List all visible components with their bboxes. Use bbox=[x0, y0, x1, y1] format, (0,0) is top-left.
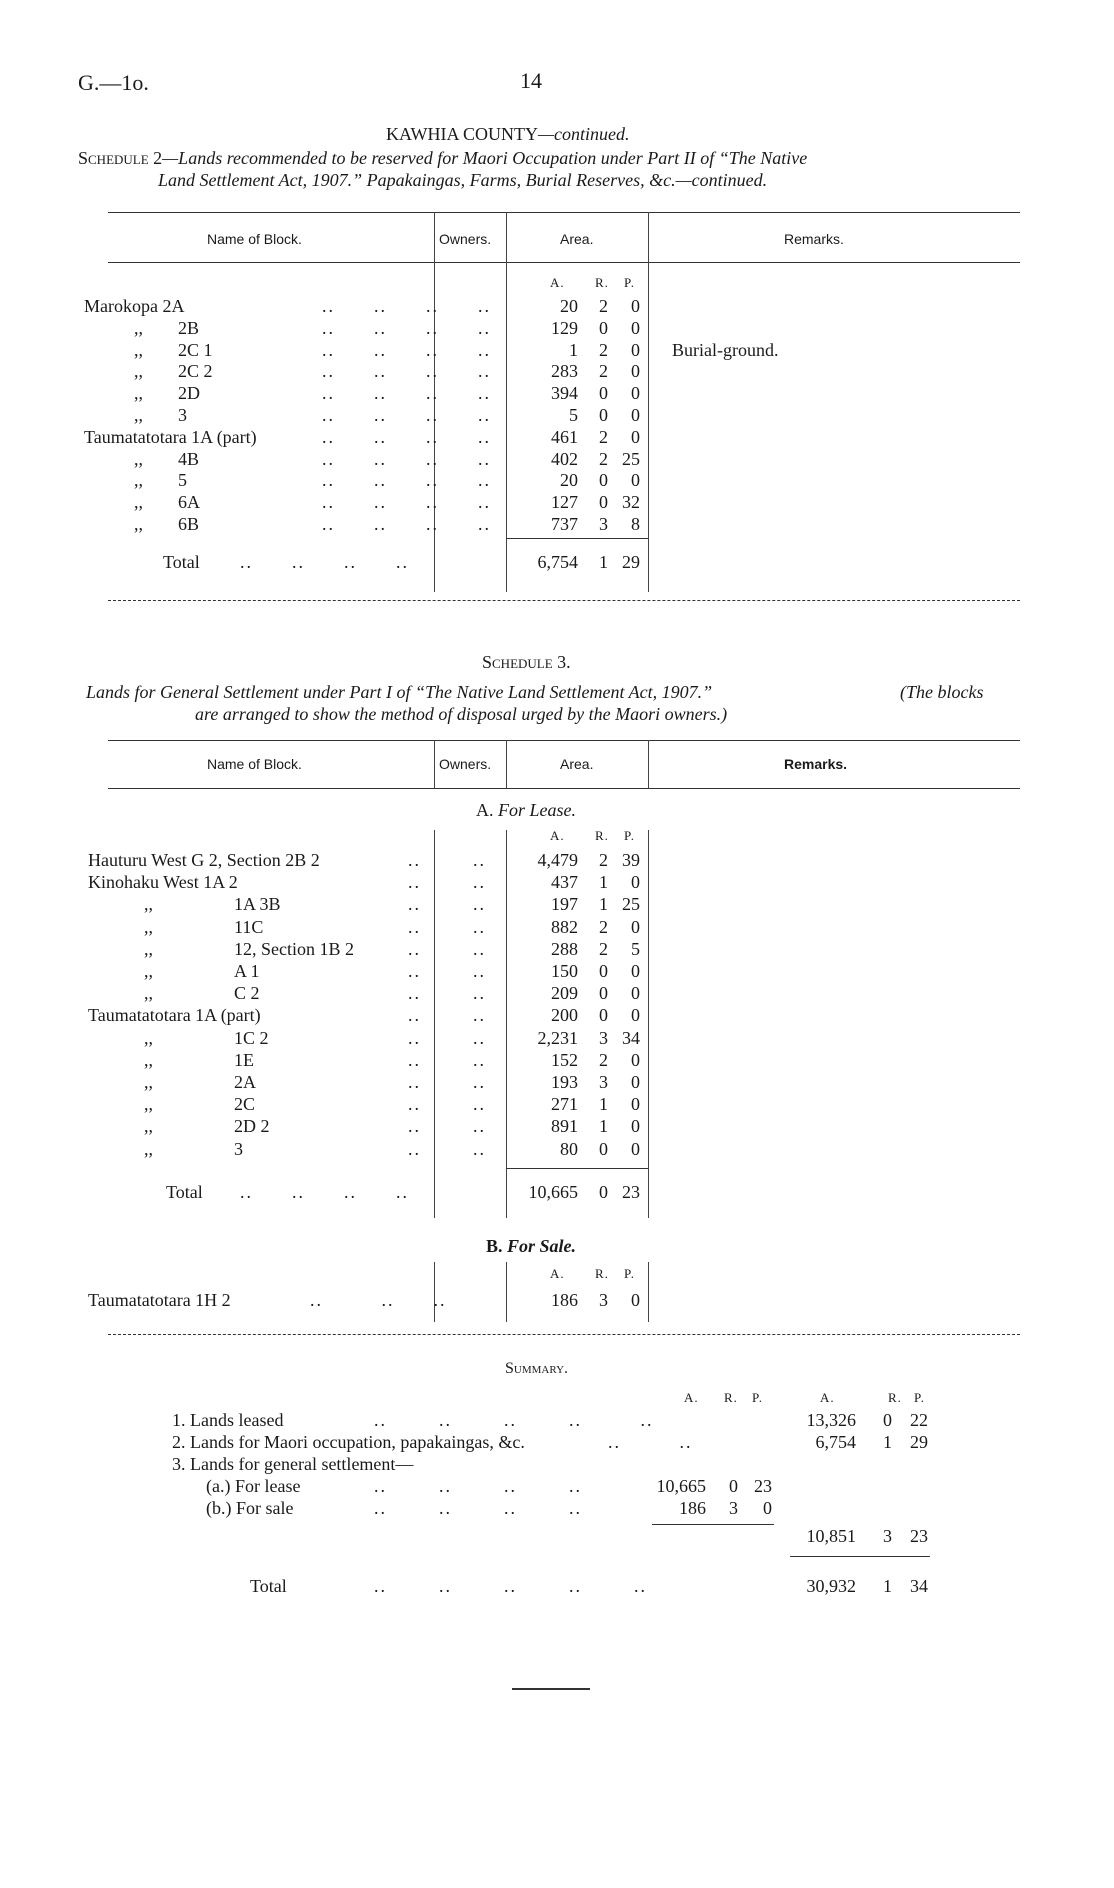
county-title: KAWHIA COUNTY—continued. bbox=[386, 124, 630, 144]
s2-row-name: 3 bbox=[178, 405, 187, 425]
s3-row-name: 11C bbox=[234, 916, 264, 937]
s2-row-name: 6A bbox=[178, 492, 200, 513]
s3-header-name: Name of Block. bbox=[207, 756, 302, 772]
s2-row-leader: .. .. .. .. bbox=[322, 514, 491, 534]
s2-row-perches: 8 bbox=[631, 514, 640, 534]
s2-row-ditto: ,, bbox=[134, 405, 143, 425]
summary-item3a-label: (a.) For lease bbox=[206, 1476, 301, 1496]
s2-row-perches: 0 bbox=[631, 296, 640, 316]
s3-row-name: 3 bbox=[234, 1138, 243, 1159]
summary-unit-a-1: A. bbox=[684, 1390, 699, 1405]
s3-row-name: 2A bbox=[234, 1072, 256, 1092]
s2-row-perches: 0 bbox=[631, 339, 640, 360]
summary-item2-leader: .. .. bbox=[608, 1432, 693, 1452]
s2-row-perches: 0 bbox=[631, 405, 640, 425]
s2-row-ditto: ,, bbox=[134, 514, 143, 534]
s2-row-perches: 0 bbox=[631, 426, 640, 447]
s2-row-name: Marokopa 2A bbox=[84, 296, 185, 316]
s2-row-acres: 402 bbox=[551, 448, 578, 469]
s3-row-name: 1C 2 bbox=[234, 1027, 269, 1048]
s2-row-name: 5 bbox=[178, 470, 187, 491]
summary-item1-roods: 0 bbox=[883, 1410, 892, 1430]
s3-row-ditto: ,, bbox=[144, 1094, 153, 1115]
s3-row-perches: 0 bbox=[631, 872, 640, 893]
summary-unit-p-2: P. bbox=[914, 1390, 926, 1405]
s3-section-b-heading: B. For Sale. bbox=[486, 1236, 577, 1256]
s3-row-ditto: ,, bbox=[144, 894, 153, 915]
s3-row-roods: 2 bbox=[599, 916, 608, 937]
s3-unit-p: P. bbox=[624, 828, 636, 843]
s3-sale-row-name: Taumatatotara 1H 2 bbox=[88, 1290, 231, 1310]
summary-item2-roods: 1 bbox=[883, 1432, 892, 1452]
s3-row-perches: 0 bbox=[631, 1116, 640, 1137]
s2-row-roods: 0 bbox=[599, 470, 608, 491]
schedule2-caption-line1: Schedule 2—Lands recommended to be reserved for Maori Occupation under Part II of “The Native bbox=[78, 148, 808, 168]
s3-row-leader: .. .. bbox=[408, 938, 486, 959]
s3-row-acres: 209 bbox=[551, 983, 578, 1004]
summary-item1-acres: 13,326 bbox=[806, 1410, 856, 1430]
summary-item3-total-perches: 23 bbox=[910, 1526, 928, 1546]
s3-row-leader: .. .. bbox=[408, 916, 486, 937]
s3-row-leader: .. .. bbox=[408, 872, 486, 893]
s3-row-ditto: ,, bbox=[144, 1072, 153, 1092]
s3-row-name: 2C bbox=[234, 1094, 256, 1115]
s2-row-acres: 127 bbox=[551, 492, 578, 513]
s3-row-leader: .. .. bbox=[408, 1116, 486, 1137]
s2-row-ditto: ,, bbox=[134, 383, 143, 404]
s3-row-name: 1A 3B bbox=[234, 894, 281, 915]
summary-item3a-leader: .. .. .. .. bbox=[374, 1476, 582, 1496]
s3-total-perches: 23 bbox=[622, 1182, 640, 1202]
s3-unit-a: A. bbox=[550, 828, 565, 843]
s3-row-ditto: ,, bbox=[144, 938, 153, 959]
s3-row-roods: 0 bbox=[599, 983, 608, 1004]
s3-row-perches: 39 bbox=[622, 850, 640, 870]
summary-total-label: Total bbox=[250, 1576, 287, 1596]
s2-row-perches: 25 bbox=[622, 448, 640, 469]
s3-row-leader: .. .. bbox=[408, 850, 486, 870]
summary-item3b-acres: 186 bbox=[679, 1498, 706, 1518]
s2-row-ditto: ,, bbox=[134, 492, 143, 513]
s2-row-roods: 0 bbox=[599, 317, 608, 338]
schedule3-caption-line1: Lands for General Settlement under Part I of “The Native Land Settlement Act, 1907.” bbox=[86, 682, 713, 702]
s3-row-leader: .. .. bbox=[408, 1138, 486, 1159]
s3-row-perches: 0 bbox=[631, 1049, 640, 1070]
s2-row-perches: 0 bbox=[631, 361, 640, 382]
s2-row-acres: 1 bbox=[569, 339, 578, 360]
summary-item3a-roods: 0 bbox=[729, 1476, 738, 1496]
s3-row-name: Kinohaku West 1A 2 bbox=[88, 872, 238, 893]
s2-row-acres: 283 bbox=[551, 361, 578, 382]
summary-unit-p-1: P. bbox=[752, 1390, 764, 1405]
s3-row-perches: 25 bbox=[622, 894, 640, 915]
s3-row-perches: 34 bbox=[622, 1027, 640, 1048]
s3-sale-row-perches: 0 bbox=[631, 1290, 640, 1310]
s2-total-label: Total bbox=[163, 552, 200, 572]
summary-total-roods: 1 bbox=[883, 1576, 892, 1596]
s2-row-roods: 0 bbox=[599, 492, 608, 513]
s3-row-name: 2D 2 bbox=[234, 1116, 270, 1137]
s2-row-name: 6B bbox=[178, 514, 200, 534]
s3-row-acres: 891 bbox=[551, 1116, 578, 1137]
summary-item3b-leader: .. .. .. .. bbox=[374, 1498, 582, 1518]
s2-unit-r: R. bbox=[595, 275, 609, 290]
s2-row-roods: 3 bbox=[599, 514, 608, 534]
s3-row-perches: 5 bbox=[631, 938, 640, 959]
s2-row-leader: .. .. .. .. bbox=[322, 361, 491, 382]
s2-header-owners: Owners. bbox=[439, 231, 492, 247]
schedule3-title: Schedule 3. bbox=[482, 652, 571, 672]
s3-row-acres: 437 bbox=[551, 872, 578, 893]
s3b-unit-r: R. bbox=[595, 1266, 609, 1281]
s2-header-remarks: Remarks. bbox=[784, 231, 844, 247]
s3-header-remarks: Remarks. bbox=[784, 756, 848, 772]
s2-row-perches: 0 bbox=[631, 383, 640, 404]
s2-header-name: Name of Block. bbox=[207, 231, 302, 247]
s3-total-label: Total bbox=[166, 1182, 203, 1202]
s2-row-roods: 0 bbox=[599, 383, 608, 404]
summary-item1-label: 1. Lands leased bbox=[172, 1410, 284, 1430]
schedule3-caption-line1b: (The blocks bbox=[900, 682, 984, 702]
summary-unit-a-2: A. bbox=[820, 1390, 835, 1405]
summary-item3-total-acres: 10,851 bbox=[806, 1526, 856, 1546]
s3-row-acres: 2,231 bbox=[537, 1027, 578, 1048]
s3b-unit-p: P. bbox=[624, 1266, 636, 1281]
s3-row-roods: 2 bbox=[599, 1049, 608, 1070]
closing-rule bbox=[512, 1688, 590, 1690]
s3-row-roods: 1 bbox=[599, 894, 608, 915]
s3-row-name: 12, Section 1B 2 bbox=[234, 938, 354, 959]
s2-total-acres: 6,754 bbox=[537, 552, 578, 572]
s2-row-name: Taumatatotara 1A (part) bbox=[84, 426, 257, 447]
s3-header-owners: Owners. bbox=[439, 756, 492, 772]
summary-unit-r-2: R. bbox=[888, 1390, 902, 1405]
s3-row-acres: 80 bbox=[560, 1138, 578, 1159]
s2-row-ditto: ,, bbox=[134, 317, 143, 338]
s3-row-acres: 882 bbox=[551, 916, 578, 937]
s3-row-perches: 0 bbox=[631, 1094, 640, 1115]
s2-row-ditto: ,, bbox=[134, 470, 143, 491]
s2-row-ditto: ,, bbox=[134, 361, 143, 382]
s3-row-name: Taumatatotara 1A (part) bbox=[88, 1005, 261, 1026]
summary-item1-leader: .. .. .. .. .. bbox=[374, 1410, 654, 1430]
s3-row-ditto: ,, bbox=[144, 1138, 153, 1159]
s2-row-roods: 2 bbox=[599, 426, 608, 447]
s2-row-roods: 2 bbox=[599, 339, 608, 360]
s2-row-name: 2C 1 bbox=[178, 339, 213, 360]
s2-unit-a: A. bbox=[550, 275, 565, 290]
s3-row-roods: 1 bbox=[599, 1094, 608, 1115]
summary-unit-r-1: R. bbox=[724, 1390, 738, 1405]
s3-row-leader: .. .. bbox=[408, 1005, 486, 1026]
s3-row-leader: .. .. bbox=[408, 1094, 486, 1115]
s2-row-leader: .. .. .. .. bbox=[322, 492, 491, 513]
s3-row-ditto: ,, bbox=[144, 961, 153, 981]
s3-row-roods: 3 bbox=[599, 1072, 608, 1092]
s3-row-perches: 0 bbox=[631, 1138, 640, 1159]
s2-total-roods: 1 bbox=[599, 552, 608, 572]
s2-row-perches: 32 bbox=[622, 492, 640, 513]
s2-row-name: 2C 2 bbox=[178, 361, 213, 382]
s3-section-a-heading: A. For Lease. bbox=[476, 800, 576, 820]
s2-row-acres: 129 bbox=[551, 317, 578, 338]
summary-item2-acres: 6,754 bbox=[815, 1432, 856, 1452]
s3-sale-row-roods: 3 bbox=[599, 1290, 608, 1310]
summary-item1-perches: 22 bbox=[910, 1410, 928, 1430]
s3-row-roods: 1 bbox=[599, 1116, 608, 1137]
s3-row-perches: 0 bbox=[631, 961, 640, 981]
summary-item3b-roods: 3 bbox=[729, 1498, 738, 1518]
s2-row-leader: .. .. .. .. bbox=[322, 470, 491, 491]
s3-row-acres: 271 bbox=[551, 1094, 578, 1115]
s3-row-roods: 0 bbox=[599, 961, 608, 981]
s2-row-name: 2D bbox=[178, 383, 200, 404]
s3-header-area: Area. bbox=[560, 756, 594, 772]
summary-item2-label: 2. Lands for Maori occupation, papakaingas, &c. bbox=[172, 1432, 525, 1452]
s3-total-roods: 0 bbox=[599, 1182, 608, 1202]
s3-total-acres: 10,665 bbox=[528, 1182, 578, 1202]
s2-row-acres: 394 bbox=[551, 383, 578, 404]
summary-total-perches: 34 bbox=[910, 1576, 928, 1596]
s3-row-roods: 2 bbox=[599, 938, 608, 959]
summary-item3-total-roods: 3 bbox=[883, 1526, 892, 1546]
s2-unit-p: P. bbox=[624, 275, 636, 290]
s3-sale-row-acres: 186 bbox=[551, 1290, 578, 1310]
s3-row-roods: 0 bbox=[599, 1005, 608, 1026]
s3-row-acres: 152 bbox=[551, 1049, 578, 1070]
page-reference: G.—1o. bbox=[78, 70, 149, 95]
s2-row-leader: .. .. .. .. bbox=[322, 317, 491, 338]
s3-row-leader: .. .. bbox=[408, 894, 486, 915]
s3-row-roods: 0 bbox=[599, 1138, 608, 1159]
s2-row-ditto: ,, bbox=[134, 448, 143, 469]
s2-row-roods: 2 bbox=[599, 296, 608, 316]
s2-row-leader: .. .. .. .. bbox=[322, 448, 491, 469]
s2-row-remark: Burial-ground. bbox=[672, 339, 779, 360]
s3-row-ditto: ,, bbox=[144, 916, 153, 937]
s2-row-leader: .. .. .. .. bbox=[322, 426, 491, 447]
s3-row-acres: 288 bbox=[551, 938, 578, 959]
s2-row-perches: 0 bbox=[631, 470, 640, 491]
s3-row-leader: .. .. bbox=[408, 1027, 486, 1048]
s2-row-leader: .. .. .. .. bbox=[322, 383, 491, 404]
s3-row-name: Hauturu West G 2, Section 2B 2 bbox=[88, 850, 320, 870]
s3-row-leader: .. .. bbox=[408, 983, 486, 1004]
s3-row-ditto: ,, bbox=[144, 1049, 153, 1070]
summary-item3a-acres: 10,665 bbox=[656, 1476, 706, 1496]
s3-row-perches: 0 bbox=[631, 1005, 640, 1026]
s3-row-acres: 4,479 bbox=[537, 850, 578, 870]
s3-row-ditto: ,, bbox=[144, 1116, 153, 1137]
s3-row-leader: .. .. bbox=[408, 1049, 486, 1070]
s2-total-leader: .. .. .. .. bbox=[240, 552, 409, 572]
s3-row-name: C 2 bbox=[234, 983, 260, 1004]
s2-row-name: 2B bbox=[178, 317, 200, 338]
page-number: 14 bbox=[520, 68, 542, 93]
s2-row-leader: .. .. .. .. bbox=[322, 405, 491, 425]
s2-row-acres: 461 bbox=[551, 426, 578, 447]
summary-item3b-label: (b.) For sale bbox=[206, 1498, 294, 1518]
s3-row-perches: 0 bbox=[631, 1072, 640, 1092]
s2-row-roods: 0 bbox=[599, 405, 608, 425]
summary-item2-perches: 29 bbox=[910, 1432, 928, 1452]
s3-sale-row-leader: .. .. .. bbox=[310, 1290, 447, 1310]
s2-row-perches: 0 bbox=[631, 317, 640, 338]
s3-row-name: 1E bbox=[234, 1049, 254, 1070]
s2-header-area: Area. bbox=[560, 231, 594, 247]
s3-row-perches: 0 bbox=[631, 983, 640, 1004]
s2-row-ditto: ,, bbox=[134, 339, 143, 360]
s3-row-roods: 3 bbox=[599, 1027, 608, 1048]
s2-row-acres: 737 bbox=[551, 514, 578, 534]
summary-total-acres: 30,932 bbox=[806, 1576, 856, 1596]
summary-item3b-perches: 0 bbox=[763, 1498, 772, 1518]
s2-row-leader: .. .. .. .. bbox=[322, 296, 491, 316]
s3-row-acres: 150 bbox=[551, 961, 578, 981]
summary-item3a-perches: 23 bbox=[754, 1476, 772, 1496]
schedule3-caption-line2: are arranged to show the method of disposal urged by the Maori owners.) bbox=[195, 704, 728, 724]
summary-item3-label: 3. Lands for general settlement— bbox=[172, 1454, 414, 1474]
s3-total-leader: .. .. .. .. bbox=[240, 1182, 409, 1202]
s2-row-acres: 20 bbox=[560, 296, 578, 316]
s3b-unit-a: A. bbox=[550, 1266, 565, 1281]
s3-row-leader: .. .. bbox=[408, 961, 486, 981]
s3-row-roods: 2 bbox=[599, 850, 608, 870]
summary-title: Summary. bbox=[505, 1360, 569, 1377]
s3-row-ditto: ,, bbox=[144, 1027, 153, 1048]
s3-row-name: A 1 bbox=[234, 961, 260, 981]
s3-row-roods: 1 bbox=[599, 872, 608, 893]
s3-row-leader: .. .. bbox=[408, 1072, 486, 1092]
s3-row-acres: 200 bbox=[551, 1005, 578, 1026]
s2-row-leader: .. .. .. .. bbox=[322, 339, 491, 360]
s3-row-ditto: ,, bbox=[144, 983, 153, 1004]
s3-row-perches: 0 bbox=[631, 916, 640, 937]
schedule2-caption-line2: Land Settlement Act, 1907.” Papakaingas, Farms, Burial Reserves, &c.—continued. bbox=[158, 170, 768, 190]
s3-row-acres: 193 bbox=[551, 1072, 578, 1092]
s2-total-perches: 29 bbox=[622, 552, 640, 572]
s2-row-roods: 2 bbox=[599, 448, 608, 469]
s2-row-name: 4B bbox=[178, 448, 200, 469]
summary-total-leader: .. .. .. .. .. bbox=[374, 1576, 647, 1596]
s2-row-acres: 20 bbox=[560, 470, 578, 491]
s3-row-acres: 197 bbox=[551, 894, 578, 915]
s2-row-roods: 2 bbox=[599, 361, 608, 382]
s2-row-acres: 5 bbox=[569, 405, 578, 425]
s3-unit-r: R. bbox=[595, 828, 609, 843]
